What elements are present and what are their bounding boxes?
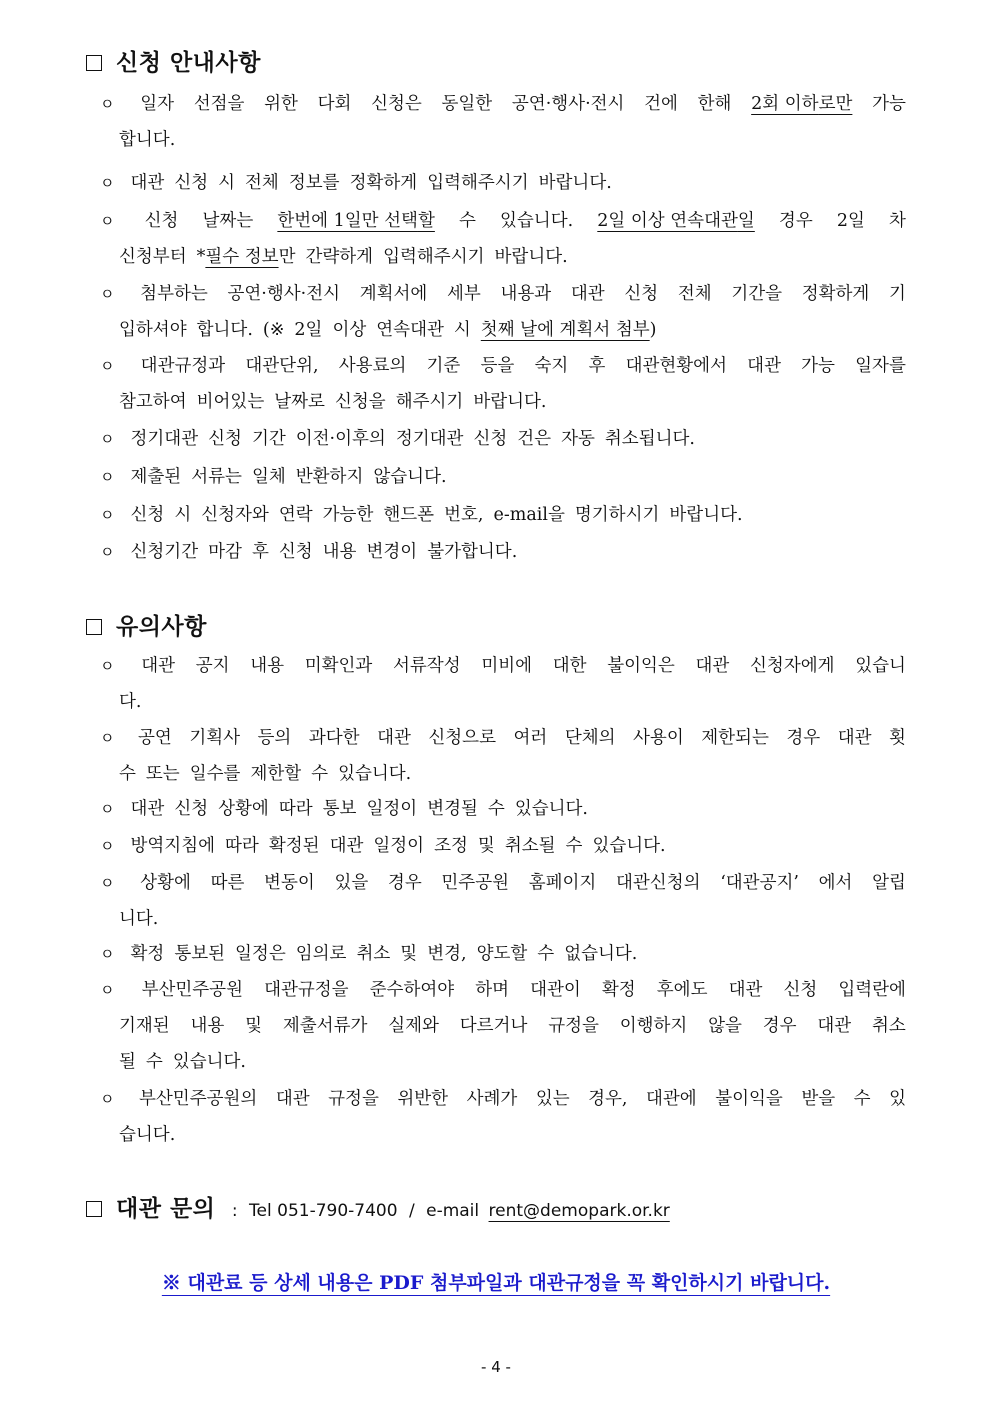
notice-banner <box>0 1268 992 1295</box>
word: 준수하여야 <box>369 980 455 1000</box>
word: 변경, <box>427 944 467 964</box>
word: 정보를 <box>288 173 340 193</box>
word: 핸드폰 <box>383 505 435 525</box>
text-line <box>100 1044 906 1080</box>
word: 전체 <box>677 284 712 304</box>
word: 경우 <box>786 728 821 748</box>
word: 실제와 <box>388 1016 439 1036</box>
word: 번호, <box>444 505 484 525</box>
word: 있습니 <box>855 656 906 676</box>
list-item <box>100 865 906 937</box>
word: 방역지침에 <box>130 836 216 856</box>
word: 대관 <box>728 980 763 1000</box>
text-line <box>100 348 906 384</box>
word: 연속대관 <box>376 320 444 340</box>
word: 신청부터 <box>119 247 187 267</box>
word: 규정을 <box>328 1089 379 1109</box>
contact-separator: : <box>231 1201 238 1221</box>
word: 후에도 <box>656 980 708 1000</box>
word: 따라 <box>278 799 313 819</box>
text-line <box>100 122 906 158</box>
word: 신청으로 <box>428 728 496 748</box>
word: 신청자에게 <box>750 656 835 676</box>
word: 입하셔야 <box>119 320 187 340</box>
word: 신청 <box>144 211 179 231</box>
list-item <box>100 648 906 720</box>
word: 홈페이지 <box>528 873 597 893</box>
word: 취소 <box>872 1016 906 1036</box>
word: 가능한 <box>322 505 374 525</box>
word: 신청 <box>208 429 242 449</box>
word: 가능 <box>801 356 835 376</box>
text-line <box>100 936 906 972</box>
word: 대관에 <box>646 1089 697 1109</box>
word: 사용이 <box>633 728 684 748</box>
bullet-icon: ㅇ <box>100 212 115 230</box>
word: 2일 <box>836 211 865 231</box>
word: 기간 <box>251 429 286 449</box>
page-number: - 4 - <box>481 1358 511 1376</box>
bullet-icon: ㅇ <box>100 468 115 486</box>
word: 조정 <box>434 836 468 856</box>
word: 위한 <box>264 94 298 114</box>
notice-text: ※ 대관료 등 상세 내용은 PDF 첨부파일과 대관규정을 꼭 확인하시기 바랍니다. <box>161 1272 831 1294</box>
word: 및 <box>245 1016 263 1036</box>
word: 바랍니다. <box>538 173 612 193</box>
list-item <box>100 936 906 972</box>
word: 2일 <box>294 320 323 340</box>
word: 상황에 <box>218 799 269 819</box>
word: 신청 <box>473 429 508 449</box>
word: 입력해주시기 <box>427 173 529 193</box>
word: 통보 <box>322 799 357 819</box>
word: 또는 <box>145 764 180 784</box>
word: 있을 <box>334 873 369 893</box>
word: 불이익은 <box>607 656 675 676</box>
list-item <box>100 791 906 827</box>
bullet-icon: ㅇ <box>100 874 115 892</box>
word: 수 <box>487 799 505 819</box>
word: * <box>196 247 206 267</box>
word: 취소 <box>356 944 391 964</box>
list-item <box>100 497 906 533</box>
text-line <box>100 165 906 201</box>
word: 확정 <box>601 980 636 1000</box>
word: 공지 <box>195 656 230 676</box>
list-item <box>100 86 906 158</box>
word: 시 <box>174 505 192 525</box>
word: 사례가 <box>466 1089 518 1109</box>
text-line <box>100 791 906 827</box>
word: 연락 <box>278 505 313 525</box>
word: 차 <box>889 211 906 231</box>
word: 첨부하는 <box>140 284 208 304</box>
text-line <box>100 901 906 937</box>
word: 수 <box>565 836 583 856</box>
word: 다회 <box>317 94 352 114</box>
word: 있습니다. <box>500 211 574 231</box>
section-title-cautions: 유의사항 <box>86 608 207 641</box>
bullet-icon: ㅇ <box>100 174 115 192</box>
text-line <box>100 972 906 1008</box>
bullet-icon: ㅇ <box>100 95 115 113</box>
word: 다. <box>119 692 142 712</box>
word: 내용과 <box>500 284 552 304</box>
word: 시 <box>453 320 471 340</box>
word: 불이익을 <box>715 1089 783 1109</box>
word: 경우 <box>387 873 422 893</box>
word: 불가합니다. <box>427 542 518 562</box>
word: 습니다. <box>119 1125 176 1145</box>
word: 있 <box>889 1089 906 1109</box>
word: 수 <box>119 764 136 784</box>
word: 대관 <box>695 656 730 676</box>
word: 제한할 <box>250 764 302 784</box>
word: 기재된 <box>119 1016 170 1036</box>
word: 날짜는 <box>202 211 254 231</box>
bullet-icon: ㅇ <box>100 543 115 561</box>
word: 신청 <box>624 284 659 304</box>
word: 시 <box>218 173 236 193</box>
word: 일정이 <box>366 799 418 819</box>
word: 취소될 <box>504 836 556 856</box>
word: 부산민주공원 <box>141 980 243 1000</box>
word: 일정이 <box>373 836 425 856</box>
word: 정확하게 <box>349 173 418 193</box>
list-item <box>100 720 906 792</box>
word: 첫째 날에 계획서 첨부 <box>480 320 650 340</box>
word: 않습니다. <box>373 467 447 487</box>
word: 있습니다. <box>172 1052 246 1072</box>
word: 건은 <box>517 429 552 449</box>
word: 수 <box>537 944 555 964</box>
list-item <box>100 972 906 1080</box>
bullet-icon: ㅇ <box>100 285 115 303</box>
word: 따른 <box>210 873 245 893</box>
text-line <box>100 497 906 533</box>
word: 전체 <box>245 173 279 193</box>
word: 받을 <box>801 1089 836 1109</box>
word: 대관현황에서 <box>625 356 727 376</box>
word: 입력해주시기 <box>383 247 485 267</box>
word: 미확인과 <box>304 656 373 676</box>
word: 신청은 <box>371 94 422 114</box>
text-line <box>100 239 906 275</box>
word: 경우 <box>778 211 813 231</box>
word: 마감 <box>208 542 242 562</box>
word: 대관 <box>377 728 411 748</box>
word: 대관 <box>130 173 165 193</box>
word: 신청 <box>783 980 818 1000</box>
word: 이전·이후의 <box>295 429 386 449</box>
word: 신청 <box>278 542 313 562</box>
word: 신청자와 <box>201 505 269 525</box>
text-line <box>100 312 906 348</box>
text-line <box>100 865 906 901</box>
word: 대관이 <box>530 980 581 1000</box>
text-line <box>100 756 906 792</box>
word: 서류작성 <box>393 656 461 676</box>
contact-title: 대관 문의 <box>116 1196 216 1222</box>
word: 등을 <box>480 356 515 376</box>
word: 위반한 <box>397 1089 449 1109</box>
word: 기준 <box>426 356 461 376</box>
bullet-icon: ㅇ <box>100 729 115 747</box>
word: 동일한 <box>441 94 493 114</box>
text-line <box>100 1117 906 1153</box>
word: 통보된 <box>174 944 226 964</box>
list-item <box>100 421 906 457</box>
text-line <box>100 1081 906 1117</box>
word: 있습니다. <box>514 799 588 819</box>
text-line <box>100 459 906 495</box>
word: 단체의 <box>564 728 616 748</box>
word: 합니다. <box>119 130 176 150</box>
word: 대관 <box>817 1016 852 1036</box>
bullet-icon: ㅇ <box>100 837 115 855</box>
list-item <box>100 828 906 864</box>
word: (※ <box>262 320 285 340</box>
text-line <box>100 86 906 122</box>
word: 한해 <box>697 94 732 114</box>
word: 일정은 <box>235 944 286 964</box>
section-title-application-guide: 신청 안내사항 <box>86 44 261 77</box>
word: 횟 <box>889 728 906 748</box>
word: 할 <box>417 211 435 231</box>
word: 따라 <box>225 836 259 856</box>
word: 이행하지 <box>619 1016 688 1036</box>
word: 공연·행사·전시 <box>511 94 625 114</box>
word: 일수를 <box>189 764 241 784</box>
word: 만 <box>278 247 296 267</box>
word: 대관 <box>570 284 605 304</box>
word: 수 <box>853 1089 871 1109</box>
word: 해주시기 <box>395 392 464 412</box>
word: 정기대관 <box>395 429 464 449</box>
bullet-icon: ㅇ <box>100 945 115 963</box>
bullet-icon: ㅇ <box>100 357 115 375</box>
word: 내용 <box>322 542 357 562</box>
word: 신청 <box>174 173 209 193</box>
word: 등의 <box>257 728 292 748</box>
word: 대관 <box>329 836 364 856</box>
word: 경우, <box>588 1089 628 1109</box>
word: 이상 <box>332 320 367 340</box>
contact-tel: Tel 051-790-7400 <box>249 1201 398 1221</box>
word: 제출된 <box>130 467 182 487</box>
word: 2일 이상 연속대관일 <box>597 211 755 231</box>
word: 있습니다. <box>338 764 412 784</box>
contact-email-label: e-mail <box>426 1201 480 1221</box>
list-item <box>100 1081 906 1153</box>
word: 신청을 <box>334 392 386 412</box>
word: 바랍니다. <box>494 247 568 267</box>
word: 가능 <box>872 94 906 114</box>
text-line <box>100 684 906 720</box>
word: 숙지 <box>534 356 569 376</box>
word: 수 <box>311 764 329 784</box>
word: 에서 <box>818 873 853 893</box>
checkbox-square-icon <box>86 55 102 71</box>
checkbox-square-icon <box>86 619 102 635</box>
text-line <box>100 1008 906 1044</box>
word: 계획서에 <box>359 284 428 304</box>
word: 대관 <box>141 656 175 676</box>
text-line <box>100 203 906 239</box>
bullet-icon: ㅇ <box>100 1090 115 1108</box>
word: 바랍니다. <box>473 392 547 412</box>
word: 정확하게 <box>801 284 870 304</box>
word: 미비에 <box>481 656 533 676</box>
word: 대관신청의 <box>616 873 701 893</box>
word: 신청 <box>130 505 165 525</box>
word: 명기하시기 <box>574 505 660 525</box>
word: 선점을 <box>193 94 245 114</box>
word: 비어있는 <box>196 392 265 412</box>
contact-line <box>86 1190 670 1223</box>
list-item <box>100 348 906 420</box>
word: 입력란에 <box>838 980 906 1000</box>
word: 필수 정보 <box>205 247 279 267</box>
word: 제한되는 <box>701 728 769 748</box>
word: 대관 <box>130 799 165 819</box>
word: 대관 <box>837 728 872 748</box>
word: 대관 <box>275 1089 310 1109</box>
bullet-icon: ㅇ <box>100 430 115 448</box>
word: ) <box>649 320 657 340</box>
word: 일 <box>737 211 755 231</box>
word: 수 <box>458 211 476 231</box>
word: 대한 <box>552 656 587 676</box>
word: 수 <box>145 1052 163 1072</box>
word: 과다한 <box>308 728 360 748</box>
text-line <box>100 384 906 420</box>
text-line <box>100 534 906 570</box>
word: 부산민주공원의 <box>139 1089 258 1109</box>
word: 반환하지 <box>295 467 364 487</box>
word: 및 <box>400 944 418 964</box>
word: 취소됩니다. <box>604 429 695 449</box>
list-item <box>100 276 906 348</box>
word: 양도할 <box>476 944 528 964</box>
word: 공연 <box>138 728 172 748</box>
list-item <box>100 203 906 275</box>
text-line <box>100 421 906 457</box>
word: 다르거나 <box>459 1016 528 1036</box>
text-line <box>100 720 906 756</box>
word: 하며 <box>475 980 510 1000</box>
word: 간략하게 <box>305 247 374 267</box>
word: 참고하여 <box>119 392 187 412</box>
word: 여러 <box>513 728 548 748</box>
word: 기간을 <box>731 284 783 304</box>
word: 제출서류가 <box>282 1016 368 1036</box>
word: 자동 <box>561 429 595 449</box>
word: 있습니다. <box>592 836 666 856</box>
text-line <box>100 276 906 312</box>
word: 규정을 <box>548 1016 599 1036</box>
word: 상황에 <box>140 873 191 893</box>
word: 2회 이하로만 <box>751 94 853 114</box>
word: 확정된 <box>268 836 320 856</box>
word: 임의로 <box>295 944 347 964</box>
list-item <box>100 165 906 201</box>
word: 공연·행사·전시 <box>227 284 341 304</box>
word: 날짜로 <box>274 392 325 412</box>
word: 건에 <box>644 94 678 114</box>
word: 알립 <box>872 873 906 893</box>
word: 내용 <box>190 1016 225 1036</box>
bullet-icon: ㅇ <box>100 800 115 818</box>
contact-slash: / <box>408 1201 415 1221</box>
word: 대관단위, <box>245 356 319 376</box>
word: 니다. <box>119 909 159 929</box>
text-line <box>100 648 906 684</box>
word: 일체 <box>251 467 286 487</box>
word: 후 <box>251 542 269 562</box>
bullet-icon: ㅇ <box>100 657 115 675</box>
word: 기획사 <box>189 728 241 748</box>
word: 및 <box>477 836 495 856</box>
word: 바랍니다. <box>669 505 743 525</box>
word: 확정 <box>130 944 165 964</box>
word: 신청 <box>174 799 209 819</box>
bullet-icon: ㅇ <box>100 981 115 999</box>
list-item <box>100 459 906 495</box>
word: 서류는 <box>191 467 242 487</box>
contact-email-link[interactable]: rent@demopark.or.kr <box>488 1201 670 1221</box>
word: 민주공원 <box>441 873 510 893</box>
text-line <box>100 828 906 864</box>
word: 대관 <box>747 356 781 376</box>
word: 사용료의 <box>338 356 407 376</box>
word: 일자 <box>140 94 174 114</box>
word: 합니다. <box>196 320 253 340</box>
word: 세부 <box>447 284 481 304</box>
word: 내용 <box>250 656 284 676</box>
word: 대관규정을 <box>264 980 349 1000</box>
word: 로만 <box>818 94 853 114</box>
word: 없습니다. <box>564 944 638 964</box>
word: 변동이 <box>264 873 315 893</box>
word: 변경이 <box>366 542 418 562</box>
word: 될 <box>119 1052 136 1072</box>
word: 있는 <box>535 1089 570 1109</box>
word: 않을 <box>708 1016 742 1036</box>
word: 후 <box>588 356 606 376</box>
word: 일자를 <box>855 356 906 376</box>
word: 신청기간 <box>130 542 199 562</box>
list-item <box>100 534 906 570</box>
word: ‘대관공지’ <box>720 873 799 893</box>
word: 변경될 <box>427 799 478 819</box>
bullet-icon: ㅇ <box>100 506 115 524</box>
word: 경우 <box>762 1016 797 1036</box>
word: 대관규정과 <box>140 356 226 376</box>
word: 정기대관 <box>130 429 199 449</box>
word: 한번에 1일만 선택할 <box>277 211 435 231</box>
word: e-mail을 <box>493 505 565 525</box>
word: 기 <box>889 284 906 304</box>
checkbox-square-icon <box>86 1201 102 1217</box>
